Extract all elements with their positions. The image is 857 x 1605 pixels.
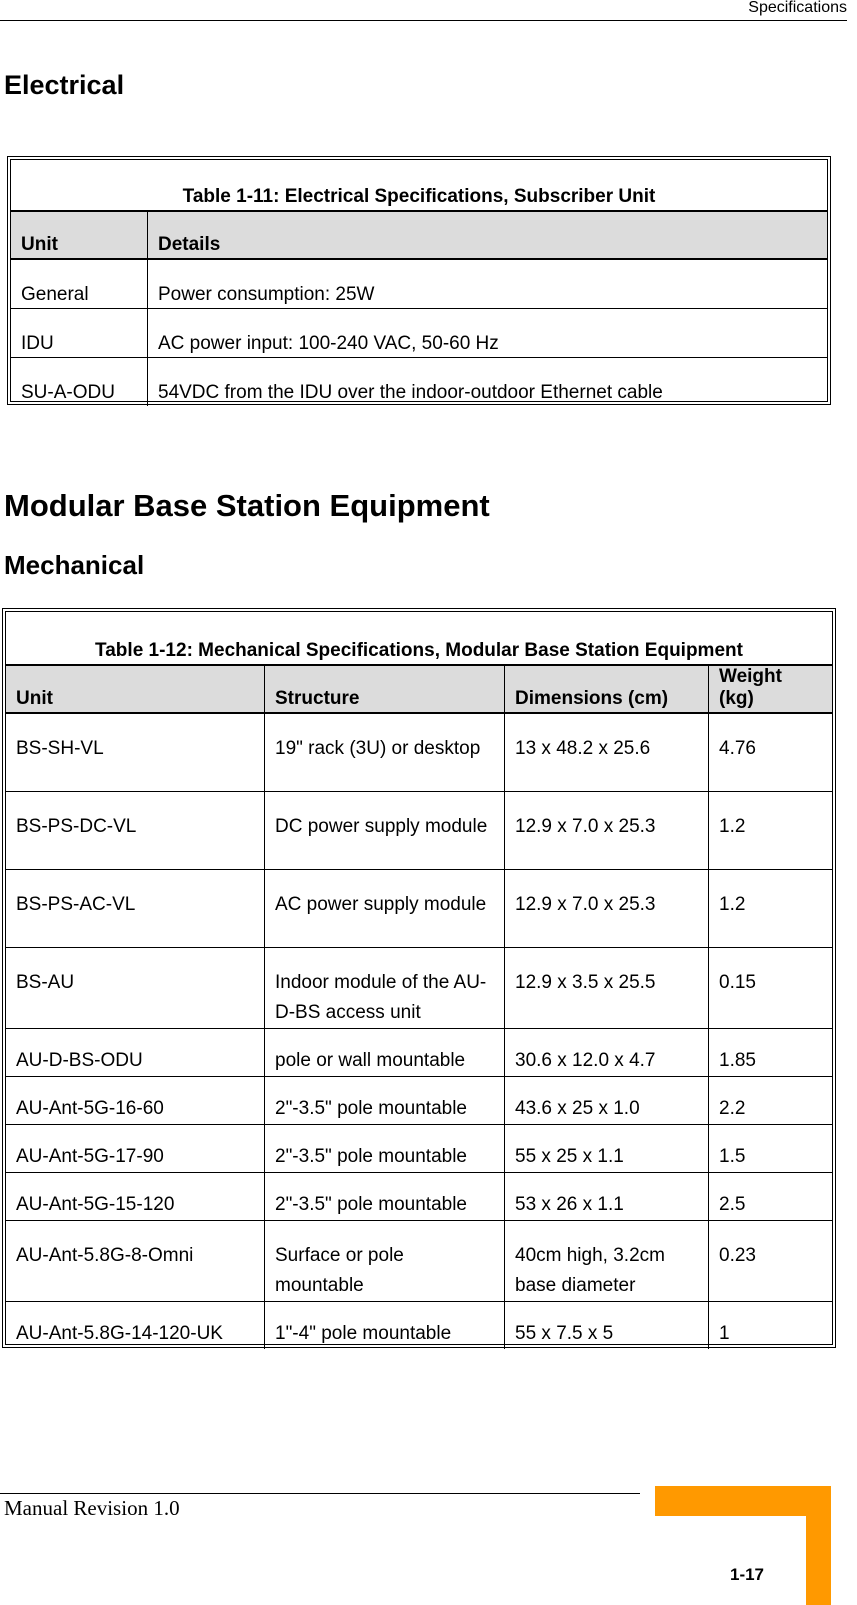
heading-mechanical: Mechanical: [4, 550, 145, 580]
cell-details: AC power input: 100-240 VAC, 50-60 Hz: [148, 309, 828, 358]
table-row: [6, 869, 832, 947]
table-row: [6, 1124, 832, 1172]
footer-accent-side: [806, 1486, 831, 1605]
cell-unit: SU-A-ODU: [11, 358, 148, 407]
cell-dimensions: 12.9 x 7.0 x 25.3: [505, 869, 709, 947]
cell-unit: BS-SH-VL: [6, 713, 265, 791]
cell-weight: 1.5: [709, 1124, 833, 1172]
cell-dimensions: 53 x 26 x 1.1: [505, 1172, 709, 1220]
table-caption: Table 1-12: Mechanical Specifications, Modular Base Station Equipment: [95, 640, 743, 661]
cell-dimensions: 12.9 x 7.0 x 25.3: [505, 791, 709, 869]
table-mechanical-specifications: [2, 608, 836, 1348]
cell-dimensions: 55 x 25 x 1.1: [505, 1124, 709, 1172]
cell-structure: pole or wall mountable: [265, 1028, 505, 1076]
cell-dimensions: 12.9 x 3.5 x 25.5: [505, 947, 709, 1028]
page-number: 1-17: [729, 1565, 765, 1584]
cell-weight: 1.85: [709, 1028, 833, 1076]
table-row: [6, 791, 832, 869]
table-row: [6, 1028, 832, 1076]
table-row: [11, 259, 827, 309]
cell-dimensions: 55 x 7.5 x 5: [505, 1301, 709, 1349]
cell-weight: 1.2: [709, 869, 833, 947]
table-electrical-specifications: [7, 156, 831, 405]
cell-dimensions: 13 x 48.2 x 25.6: [505, 713, 709, 791]
column-header-structure: Structure: [265, 665, 505, 713]
cell-structure: DC power supply module: [265, 791, 505, 869]
footer-revision: Manual Revision 1.0: [4, 1496, 180, 1520]
cell-unit: AU-Ant-5G-17-90: [6, 1124, 265, 1172]
running-header-title: Specifications: [748, 0, 847, 16]
cell-unit: AU-D-BS-ODU: [6, 1028, 265, 1076]
column-header-unit: Unit: [6, 665, 265, 713]
cell-dimensions: 40cm high, 3.2cm base diameter: [505, 1220, 709, 1301]
cell-structure: 2"-3.5" pole mountable: [265, 1076, 505, 1124]
cell-weight: 0.23: [709, 1220, 833, 1301]
cell-structure: 2"-3.5" pole mountable: [265, 1172, 505, 1220]
cell-unit: BS-PS-AC-VL: [6, 869, 265, 947]
column-header-weight: Weight (kg): [709, 665, 833, 713]
cell-structure: AC power supply module: [265, 869, 505, 947]
cell-weight: 2.2: [709, 1076, 833, 1124]
footer-divider: [0, 1493, 640, 1494]
cell-weight: 1: [719, 1323, 730, 1344]
cell-unit: AU-Ant-5.8G-8-Omni: [6, 1220, 265, 1301]
cell-unit: BS-AU: [6, 947, 265, 1028]
cell-unit: AU-Ant-5G-15-120: [6, 1172, 265, 1220]
cell-unit: IDU: [11, 309, 148, 358]
table-row: [6, 1220, 832, 1301]
cell-dimensions: 30.6 x 12.0 x 4.7: [505, 1028, 709, 1076]
cell-structure: Surface or pole mountable: [265, 1220, 505, 1301]
cell-structure: Indoor module of the AU-D-BS access unit: [265, 947, 505, 1028]
cell-weight: 0.15: [709, 947, 833, 1028]
column-header-details: Details: [148, 211, 828, 259]
footer-accent-bar: [655, 1486, 831, 1516]
heading-modular-base-station: Modular Base Station Equipment: [4, 488, 490, 523]
table-row: [6, 947, 832, 1028]
table-caption: Table 1-11: Electrical Specifications, Subscriber Unit: [182, 186, 656, 207]
heading-electrical: Electrical: [4, 70, 125, 100]
cell-structure: 19" rack (3U) or desktop: [265, 713, 505, 791]
cell-dimensions: 43.6 x 25 x 1.0: [505, 1076, 709, 1124]
table-row: [11, 309, 827, 358]
cell-weight: 1.2: [709, 791, 833, 869]
cell-structure: 2"-3.5" pole mountable: [265, 1124, 505, 1172]
cell-unit: General: [11, 259, 148, 309]
table-row: [6, 1076, 832, 1124]
cell-unit: AU-Ant-5.8G-14-120-UK: [6, 1301, 265, 1349]
table-row: [6, 1301, 832, 1349]
running-header: [0, 0, 847, 21]
cell-details: 54VDC from the IDU over the indoor-outdoor Ethernet cable: [148, 358, 828, 407]
cell-structure: 1"-4" pole mountable: [265, 1301, 505, 1349]
table-row: [6, 713, 832, 791]
cell-unit: BS-PS-DC-VL: [6, 791, 265, 869]
column-header-unit: Unit: [11, 211, 148, 259]
cell-weight: 4.76: [709, 713, 833, 791]
table-row: [6, 1172, 832, 1220]
cell-unit: AU-Ant-5G-16-60: [6, 1076, 265, 1124]
column-header-dimensions: Dimensions (cm): [505, 665, 709, 713]
table-row: [11, 358, 827, 407]
cell-weight: 2.5: [709, 1172, 833, 1220]
cell-details: Power consumption: 25W: [158, 284, 375, 305]
